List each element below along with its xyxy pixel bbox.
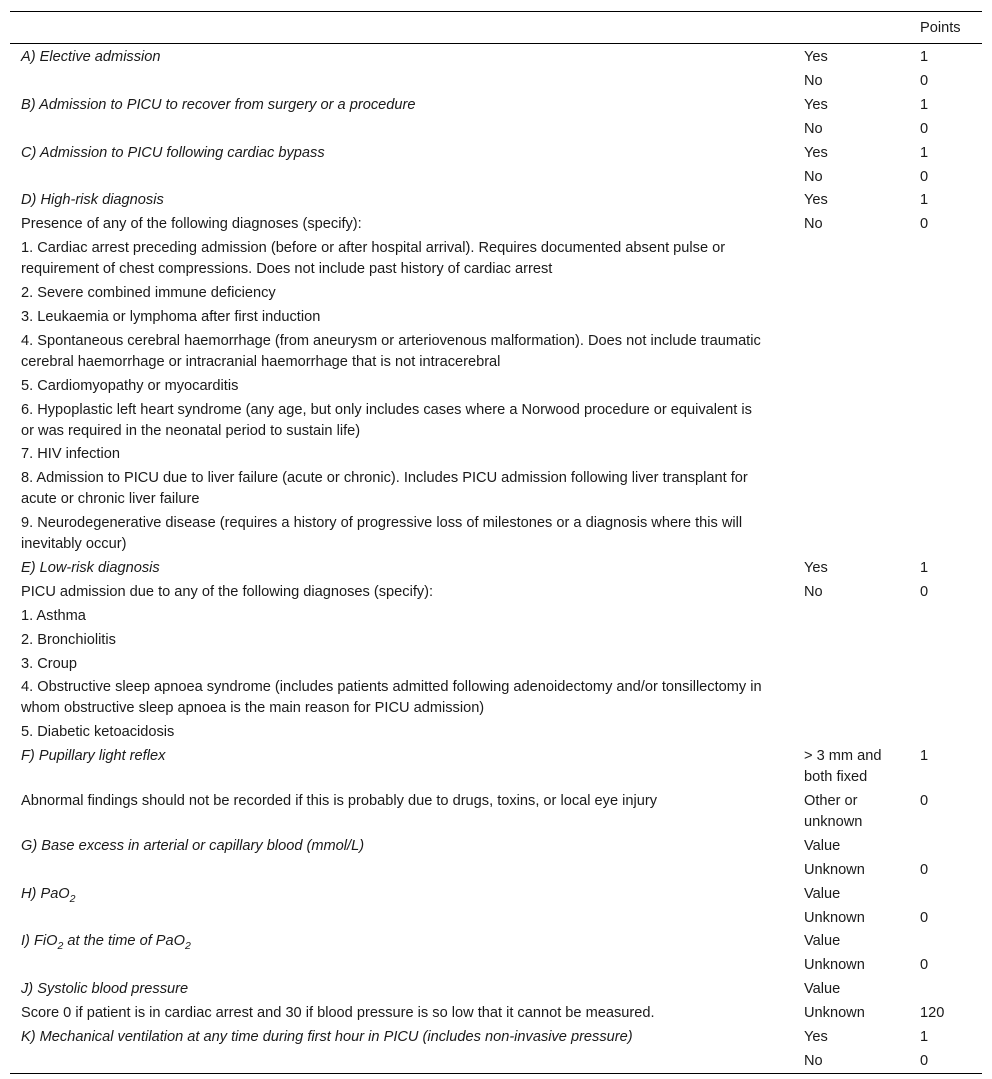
row-label bbox=[10, 466, 792, 511]
pim-score-table bbox=[10, 11, 982, 1074]
row-points bbox=[908, 398, 982, 443]
row-label-text: Abnormal findings should not be recorded if this is probably due to drugs, toxins, or local eye injury bbox=[21, 793, 657, 809]
row-label-text: Score 0 if patient is in cardiac arrest and 30 if blood pressure is so low that it cannot be measured. bbox=[21, 1005, 655, 1022]
table-row bbox=[10, 580, 982, 604]
row-points bbox=[908, 834, 982, 858]
row-points bbox=[908, 236, 982, 281]
table-row bbox=[10, 212, 982, 236]
table-row bbox=[10, 628, 982, 652]
row-label-text: D) High-risk diagnosis bbox=[21, 192, 164, 209]
table-row bbox=[10, 93, 982, 117]
table-row bbox=[10, 329, 982, 374]
row-points bbox=[908, 720, 982, 744]
row-label-text: 2. Bronchiolitis bbox=[21, 631, 116, 648]
row-points bbox=[908, 466, 982, 511]
row-label-text: I) FiO bbox=[21, 933, 58, 950]
table-row bbox=[10, 744, 982, 789]
row-label bbox=[10, 374, 792, 398]
row-label-text: 5. Diabetic ketoacidosis bbox=[21, 724, 175, 741]
row-label bbox=[10, 212, 792, 236]
row-option bbox=[792, 281, 908, 305]
row-label-text: J) Systolic blood pressure bbox=[21, 981, 189, 998]
header-option bbox=[792, 12, 908, 44]
row-points bbox=[908, 882, 982, 906]
table-row bbox=[10, 858, 982, 882]
table-row bbox=[10, 1049, 982, 1073]
row-label bbox=[10, 281, 792, 305]
row-points: 1 bbox=[920, 96, 929, 113]
row-option: > 3 mm and both fixed bbox=[804, 748, 882, 786]
row-points bbox=[908, 442, 982, 466]
row-label bbox=[10, 953, 792, 977]
row-option bbox=[792, 442, 908, 466]
table-row bbox=[10, 281, 982, 305]
row-label-subscript: 2 bbox=[57, 940, 64, 953]
row-label-text: 4. Obstructive sleep apnoea syndrome (includes patients admitted following adenoidectomy and/or tonsillectomy in whom obstructive sleep apnoea is the main reason for PICU admission) bbox=[21, 679, 762, 717]
row-label-subscript: 2 bbox=[69, 892, 76, 905]
row-label bbox=[10, 929, 792, 953]
row-label-text: 4. Spontaneous cerebral haemorrhage (from aneurysm or arteriovenous malformation). Does not include traumatic cerebral haemorrhage or intracranial haemorrhage that is not intracerebral bbox=[21, 332, 761, 370]
table-row bbox=[10, 675, 982, 720]
row-label bbox=[10, 556, 792, 580]
table-row bbox=[10, 374, 982, 398]
row-option bbox=[792, 236, 908, 281]
row-label-text: 5. Cardiomyopathy or myocarditis bbox=[21, 377, 239, 394]
row-points: 1 bbox=[920, 748, 929, 765]
row-points: 0 bbox=[920, 168, 929, 185]
row-points: 1 bbox=[920, 144, 929, 161]
row-label-text: 6. Hypoplastic left heart syndrome (any age, but only includes cases where a Norwood procedure or equivalent is or was required in the neonatal period to sustain life) bbox=[21, 401, 752, 439]
row-label bbox=[10, 1049, 792, 1073]
row-label bbox=[10, 442, 792, 466]
row-option: No bbox=[804, 120, 823, 137]
row-label-text: Presence of any of the following diagnoses (specify): bbox=[21, 216, 362, 233]
row-points: 0 bbox=[920, 120, 929, 137]
row-label-text: B) Admission to PICU to recover from surgery or a procedure bbox=[21, 96, 416, 113]
row-option: Yes bbox=[804, 1029, 828, 1046]
table-row bbox=[10, 236, 982, 281]
row-label bbox=[10, 1001, 792, 1025]
row-option: No bbox=[804, 72, 823, 89]
row-option: Yes bbox=[804, 144, 828, 161]
row-option bbox=[792, 329, 908, 374]
row-option: Value bbox=[804, 933, 841, 950]
row-label-text: 9. Neurodegenerative disease (requires a history of progressive loss of milestones or a diagnosis where this will inevitably occur) bbox=[21, 515, 743, 553]
row-option: No bbox=[804, 583, 823, 600]
table-row bbox=[10, 117, 982, 141]
row-label bbox=[10, 858, 792, 882]
row-label-text: 7. HIV infection bbox=[21, 446, 120, 463]
row-points: 0 bbox=[920, 216, 929, 233]
table-row bbox=[10, 305, 982, 329]
row-label-text: 1. Cardiac arrest preceding admission (before or after hospital arrival). Requires documented absent pulse or requirement of chest compressions. Does not include past history of cardiac arrest bbox=[21, 240, 726, 278]
table-row bbox=[10, 977, 982, 1001]
row-points bbox=[908, 511, 982, 556]
table-row bbox=[10, 466, 982, 511]
row-option: Unknown bbox=[804, 1005, 865, 1022]
row-points bbox=[908, 977, 982, 1001]
row-label-text: 3. Leukaemia or lymphoma after first induction bbox=[21, 308, 321, 325]
row-label bbox=[10, 305, 792, 329]
row-label-text: 8. Admission to PICU due to liver failure (acute or chronic). Includes PICU admission following liver transplant for acute or chronic liver failure bbox=[21, 470, 748, 508]
row-option bbox=[792, 305, 908, 329]
table-row bbox=[10, 789, 982, 834]
row-option bbox=[792, 511, 908, 556]
row-label bbox=[10, 675, 792, 720]
row-points: 0 bbox=[920, 1052, 929, 1069]
table-row bbox=[10, 1025, 982, 1049]
row-option: Value bbox=[804, 837, 841, 854]
table-row bbox=[10, 882, 982, 906]
row-label bbox=[10, 882, 792, 906]
row-label bbox=[10, 511, 792, 556]
row-label bbox=[10, 141, 792, 165]
row-option: No bbox=[804, 168, 823, 185]
table-row bbox=[10, 188, 982, 212]
row-label bbox=[10, 165, 792, 189]
row-points: 1 bbox=[920, 1029, 929, 1046]
row-label bbox=[10, 1025, 792, 1049]
header-variable bbox=[10, 12, 792, 44]
row-label-text: C) Admission to PICU following cardiac bypass bbox=[21, 144, 325, 161]
row-points: 0 bbox=[920, 793, 929, 809]
table-row bbox=[10, 834, 982, 858]
row-label-text: G) Base excess in arterial or capillary blood (mmol/L) bbox=[21, 837, 365, 854]
row-label bbox=[10, 188, 792, 212]
table-row bbox=[10, 44, 982, 69]
row-points bbox=[908, 604, 982, 628]
row-points bbox=[908, 929, 982, 953]
row-points: 0 bbox=[920, 583, 929, 600]
row-label bbox=[10, 720, 792, 744]
row-label-text: 1. Asthma bbox=[21, 607, 86, 624]
table-row bbox=[10, 141, 982, 165]
table-row bbox=[10, 929, 982, 953]
header-points: Points bbox=[920, 19, 961, 36]
table-row bbox=[10, 398, 982, 443]
row-label-text: E) Low-risk diagnosis bbox=[21, 559, 160, 576]
row-points: 0 bbox=[920, 861, 929, 878]
row-points bbox=[908, 628, 982, 652]
row-label bbox=[10, 789, 792, 834]
row-points: 0 bbox=[920, 909, 929, 926]
row-label bbox=[10, 44, 792, 69]
row-option: Yes bbox=[804, 192, 828, 209]
row-label bbox=[10, 329, 792, 374]
row-option: Other or unknown bbox=[804, 793, 863, 830]
row-label bbox=[10, 906, 792, 930]
table-row bbox=[10, 442, 982, 466]
table-row bbox=[10, 165, 982, 189]
row-points bbox=[908, 652, 982, 676]
row-option bbox=[792, 675, 908, 720]
row-points: 0 bbox=[920, 72, 929, 89]
row-points bbox=[908, 329, 982, 374]
table-row bbox=[10, 906, 982, 930]
row-label-tail: at the time of PaO bbox=[63, 933, 186, 950]
row-option: Unknown bbox=[804, 909, 865, 926]
row-points: 0 bbox=[920, 957, 929, 974]
row-option: Yes bbox=[804, 96, 828, 113]
row-label bbox=[10, 69, 792, 93]
row-label bbox=[10, 236, 792, 281]
row-option: Unknown bbox=[804, 861, 865, 878]
row-label-text: 2. Severe combined immune deficiency bbox=[21, 285, 276, 302]
table-row bbox=[10, 69, 982, 93]
row-label bbox=[10, 580, 792, 604]
row-label-text: A) Elective admission bbox=[21, 49, 161, 65]
row-label-text: H) PaO bbox=[21, 885, 70, 902]
row-points bbox=[908, 281, 982, 305]
row-points bbox=[908, 675, 982, 720]
row-label bbox=[10, 977, 792, 1001]
row-label-subscript: 2 bbox=[185, 940, 191, 953]
row-option bbox=[792, 466, 908, 511]
row-label-text: PICU admission due to any of the following diagnoses (specify): bbox=[21, 583, 434, 600]
row-option: Unknown bbox=[804, 957, 865, 974]
table-row bbox=[10, 556, 982, 580]
row-label-text: 3. Croup bbox=[21, 655, 77, 672]
table-row bbox=[10, 720, 982, 744]
table-header-row bbox=[10, 12, 982, 44]
row-points bbox=[908, 374, 982, 398]
row-option: No bbox=[804, 216, 823, 233]
table-row bbox=[10, 604, 982, 628]
row-points: 1 bbox=[920, 192, 929, 209]
row-label bbox=[10, 93, 792, 117]
row-points: 1 bbox=[920, 49, 929, 65]
row-option bbox=[792, 604, 908, 628]
row-points: 120 bbox=[920, 1005, 945, 1022]
row-points bbox=[908, 305, 982, 329]
table-row bbox=[10, 652, 982, 676]
row-option: Yes bbox=[804, 49, 828, 65]
row-option: Yes bbox=[804, 559, 828, 576]
row-label-text: F) Pupillary light reflex bbox=[21, 748, 166, 765]
row-points: 1 bbox=[920, 559, 929, 576]
row-option bbox=[792, 374, 908, 398]
row-option: Value bbox=[804, 885, 841, 902]
table-row bbox=[10, 1001, 982, 1025]
row-option bbox=[792, 398, 908, 443]
row-label bbox=[10, 834, 792, 858]
row-option bbox=[792, 628, 908, 652]
table-row bbox=[10, 511, 982, 556]
row-option bbox=[792, 652, 908, 676]
row-label-text: K) Mechanical ventilation at any time during first hour in PICU (includes non-invasive pressure) bbox=[21, 1029, 633, 1046]
row-option bbox=[792, 720, 908, 744]
row-label bbox=[10, 652, 792, 676]
row-option: No bbox=[804, 1052, 823, 1069]
table-row bbox=[10, 953, 982, 977]
row-label bbox=[10, 744, 792, 789]
row-label bbox=[10, 117, 792, 141]
row-option: Value bbox=[804, 981, 841, 998]
row-label bbox=[10, 628, 792, 652]
row-label bbox=[10, 398, 792, 443]
row-label bbox=[10, 604, 792, 628]
